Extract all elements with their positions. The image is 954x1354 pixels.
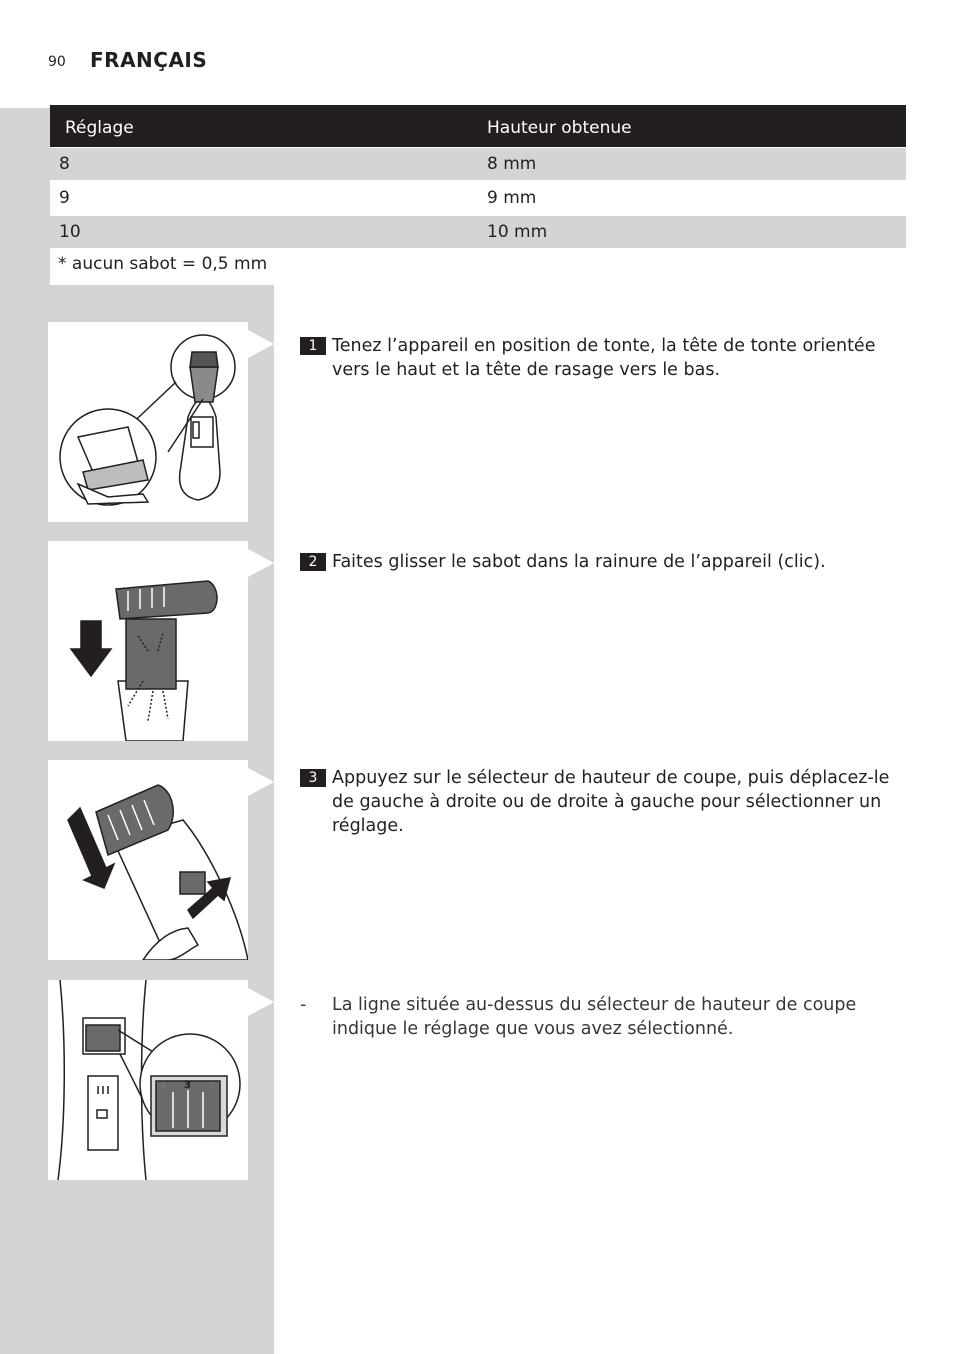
language-title: FRANÇAIS — [90, 48, 208, 72]
table-header-row — [50, 105, 906, 147]
step-number: 3 — [300, 769, 326, 787]
height-selector-illustration — [48, 760, 248, 960]
table-cell: 9 — [59, 188, 70, 208]
trimmer-position-illustration — [48, 322, 248, 522]
table-cell: 10 — [59, 222, 81, 242]
table-row — [50, 182, 906, 214]
figure-height-selector — [48, 760, 248, 960]
figure-selected-setting — [48, 980, 248, 1180]
slide-comb-illustration — [48, 541, 248, 741]
table-row — [50, 148, 906, 180]
setting-label-right: 2 — [210, 1081, 216, 1091]
step-number: 2 — [300, 553, 326, 571]
step-text: Faites glisser le sabot dans la rainure de l’appareil (clic). — [332, 552, 826, 572]
figure-pointer — [248, 988, 274, 1016]
selected-setting-illustration — [48, 980, 248, 1180]
page-number: 90 — [48, 54, 66, 70]
bullet-mark: - — [300, 995, 307, 1015]
step-text: Appuyez sur le sélecteur de hauteur de coupe, puis déplacez-le de gauche à droite ou de droite à gauche pour sélectionner un réglage. — [332, 768, 890, 836]
bullet-text: La ligne située au-dessus du sélecteur de hauteur de coupe indique le réglage que vous avez sélectionné. — [332, 995, 857, 1039]
figure-trimmer-position — [48, 322, 248, 522]
figure-pointer — [248, 330, 274, 358]
table-cell: 8 — [59, 154, 70, 174]
step-text: Tenez l’appareil en position de tonte, la tête de tonte orientée vers le haut et la tête de rasage vers le bas. — [332, 336, 876, 380]
table-row — [50, 216, 906, 248]
step-number: 1 — [300, 337, 326, 355]
table-footnote: * aucun sabot = 0,5 mm — [58, 254, 268, 274]
table-cell: 8 mm — [487, 154, 537, 174]
figure-pointer — [248, 768, 274, 796]
setting-label-center: 3 — [184, 1080, 191, 1091]
figure-slide-comb — [48, 541, 248, 741]
table-cell: 10 mm — [487, 222, 548, 242]
setting-label-left: 4 — [160, 1081, 166, 1091]
figure-pointer — [248, 549, 274, 577]
table-cell: 9 mm — [487, 188, 537, 208]
header-cell-height: Hauteur obtenue — [487, 118, 632, 138]
header-cell-setting: Réglage — [65, 118, 134, 138]
